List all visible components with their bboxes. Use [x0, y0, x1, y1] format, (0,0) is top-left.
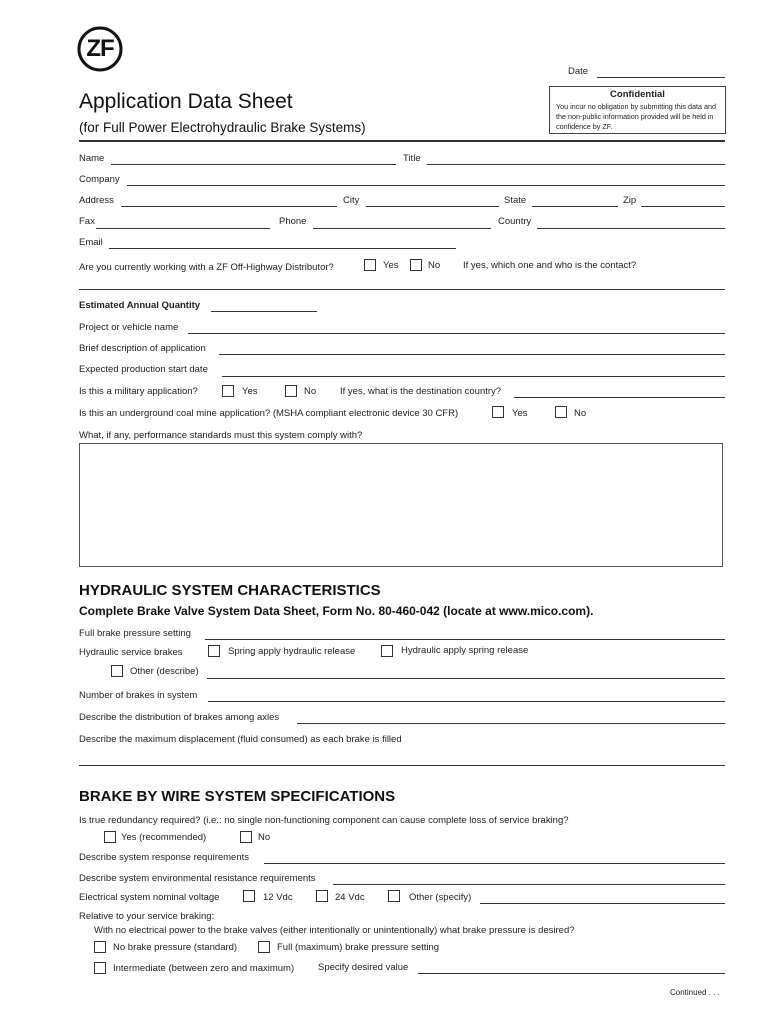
military-followup: If yes, what is the destination country? — [340, 386, 502, 397]
city-label: City — [343, 195, 360, 206]
confidential-title: Confidential — [610, 89, 665, 100]
response-label: Describe system response requirements — [79, 852, 250, 863]
fax-label: Fax — [79, 216, 95, 227]
environment-field[interactable] — [333, 884, 725, 885]
voltage-other-checkbox[interactable] — [388, 890, 400, 902]
intermediate-label: Intermediate (between zero and maximum) — [113, 963, 295, 974]
company-field[interactable] — [127, 185, 725, 186]
page-title: Application Data Sheet — [79, 90, 293, 113]
brief-description-label: Brief description of application — [79, 343, 206, 354]
destination-country-field[interactable] — [514, 397, 725, 398]
email-label: Email — [79, 237, 103, 248]
coal-mine-no-label: No — [574, 408, 587, 419]
service-brakes-label: Hydraulic service brakes — [79, 647, 183, 658]
full-pressure-checkbox[interactable] — [258, 941, 270, 953]
address-field[interactable] — [121, 206, 337, 207]
brake-distribution-field[interactable] — [297, 723, 725, 724]
performance-standards-question: What, if any, performance standards must this system comply with? — [79, 430, 363, 441]
start-date-label: Expected production start date — [79, 364, 208, 375]
military-yes-label: Yes — [242, 386, 258, 397]
max-displacement-label: Describe the maximum displacement (fluid consumed) as each brake is filled — [79, 734, 402, 745]
phone-field[interactable] — [313, 228, 491, 229]
coal-mine-yes-label: Yes — [512, 408, 528, 419]
coal-mine-yes-checkbox[interactable] — [492, 406, 504, 418]
full-pressure-label: Full brake pressure setting — [79, 628, 191, 639]
title-divider — [79, 140, 725, 142]
distributor-no-label: No — [428, 260, 441, 271]
name-label: Name — [79, 153, 105, 164]
intermediate-checkbox[interactable] — [94, 962, 106, 974]
no-pressure-label: No brake pressure (standard) — [113, 942, 238, 953]
zip-field[interactable] — [641, 206, 725, 207]
date-label: Date — [568, 66, 589, 77]
brief-description-field[interactable] — [219, 354, 725, 355]
start-date-field[interactable] — [222, 376, 725, 377]
continued-note: Continued . . . — [670, 988, 720, 997]
country-field[interactable] — [537, 228, 725, 229]
page-subtitle: (for Full Power Electrohydraulic Brake Systems) — [79, 120, 366, 135]
voltage-24-checkbox[interactable] — [316, 890, 328, 902]
num-brakes-field[interactable] — [208, 701, 725, 702]
fax-field[interactable] — [96, 228, 270, 229]
specify-value-label: Specify desired value — [318, 962, 409, 973]
full-pressure-field[interactable] — [205, 639, 725, 640]
spring-apply-label: Spring apply hydraulic release — [228, 646, 356, 657]
environment-label: Describe system environmental resistance requirements — [79, 873, 316, 884]
bbw-heading: BRAKE BY WIRE SYSTEM SPECIFICATIONS — [79, 788, 396, 805]
city-field[interactable] — [366, 206, 499, 207]
voltage-24-label: 24 Vdc — [335, 892, 365, 903]
redundancy-yes-checkbox[interactable] — [104, 831, 116, 843]
redundancy-no-label: No — [258, 832, 271, 843]
coal-mine-no-checkbox[interactable] — [555, 406, 567, 418]
voltage-12-label: 12 Vdc — [263, 892, 293, 903]
military-yes-checkbox[interactable] — [222, 385, 234, 397]
zf-logo-text: ZF — [86, 35, 114, 62]
voltage-label: Electrical system nominal voltage — [79, 892, 220, 903]
voltage-other-label: Other (specify) — [409, 892, 472, 903]
military-no-checkbox[interactable] — [285, 385, 297, 397]
other-brakes-label: Other (describe) — [130, 666, 199, 677]
hydraulic-apply-checkbox[interactable] — [381, 645, 393, 657]
redundancy-no-checkbox[interactable] — [240, 831, 252, 843]
project-name-field[interactable] — [188, 333, 725, 334]
relative-label: Relative to your service braking: — [79, 911, 215, 922]
country-label: Country — [498, 216, 532, 227]
hydraulic-subheading: Complete Brake Valve System Data Sheet, Form No. 80-460-042 (locate at www.mico.com). — [79, 604, 594, 618]
zf-logo — [77, 26, 123, 72]
distributor-yes-label: Yes — [383, 260, 399, 271]
specify-value-field[interactable] — [418, 973, 725, 974]
distributor-contact-field[interactable] — [79, 289, 725, 290]
brake-distribution-label: Describe the distribution of brakes among axles — [79, 712, 280, 723]
confidential-text: You incur no obligation by submitting this data and the non-public information provided will be held in confidence by ZF. — [556, 102, 716, 131]
zip-label: Zip — [623, 195, 637, 206]
address-label: Address — [79, 195, 114, 206]
distributor-question: Are you currently working with a ZF Off-Highway Distributor? — [79, 262, 334, 273]
performance-standards-textarea[interactable] — [79, 443, 723, 567]
title-label: Title — [403, 153, 421, 164]
max-displacement-field[interactable] — [79, 765, 725, 766]
military-question: Is this a military application? — [79, 386, 198, 397]
name-field[interactable] — [111, 164, 396, 165]
project-name-label: Project or vehicle name — [79, 322, 179, 333]
redundancy-question: Is true redundancy required? (i.e.: no single non-functioning component can cause complete loss of service braking? — [79, 815, 569, 826]
voltage-other-field[interactable] — [480, 903, 725, 904]
distributor-yes-checkbox[interactable] — [364, 259, 376, 271]
num-brakes-label: Number of brakes in system — [79, 690, 198, 701]
hydraulic-heading: HYDRAULIC SYSTEM CHARACTERISTICS — [79, 582, 381, 599]
voltage-12-checkbox[interactable] — [243, 890, 255, 902]
full-pressure-option-label: Full (maximum) brake pressure setting — [277, 942, 440, 953]
annual-quantity-label: Estimated Annual Quantity — [79, 300, 201, 311]
distributor-followup: If yes, which one and who is the contact? — [463, 260, 637, 271]
redundancy-yes-label: Yes (recommended) — [121, 832, 207, 843]
spring-apply-checkbox[interactable] — [208, 645, 220, 657]
phone-label: Phone — [279, 216, 307, 227]
military-no-label: No — [304, 386, 317, 397]
email-field[interactable] — [109, 248, 456, 249]
response-field[interactable] — [264, 863, 725, 864]
no-pressure-checkbox[interactable] — [94, 941, 106, 953]
annual-quantity-field[interactable] — [211, 311, 317, 312]
other-brakes-checkbox[interactable] — [111, 665, 123, 677]
date-field[interactable] — [597, 77, 725, 78]
title-field[interactable] — [427, 164, 725, 165]
no-power-question: With no electrical power to the brake valves (either intentionally or unintentionally) what brake pressure is desired? — [94, 925, 575, 936]
confidential-box — [549, 86, 726, 134]
state-label: State — [504, 195, 527, 206]
state-field[interactable] — [532, 206, 618, 207]
coal-mine-question: Is this an underground coal mine application? (MSHA compliant electronic device 30 CFR) — [79, 408, 459, 419]
distributor-no-checkbox[interactable] — [410, 259, 422, 271]
hydraulic-apply-label: Hydraulic apply spring release — [401, 645, 529, 656]
company-label: Company — [79, 174, 120, 185]
other-brakes-field[interactable] — [207, 678, 725, 679]
